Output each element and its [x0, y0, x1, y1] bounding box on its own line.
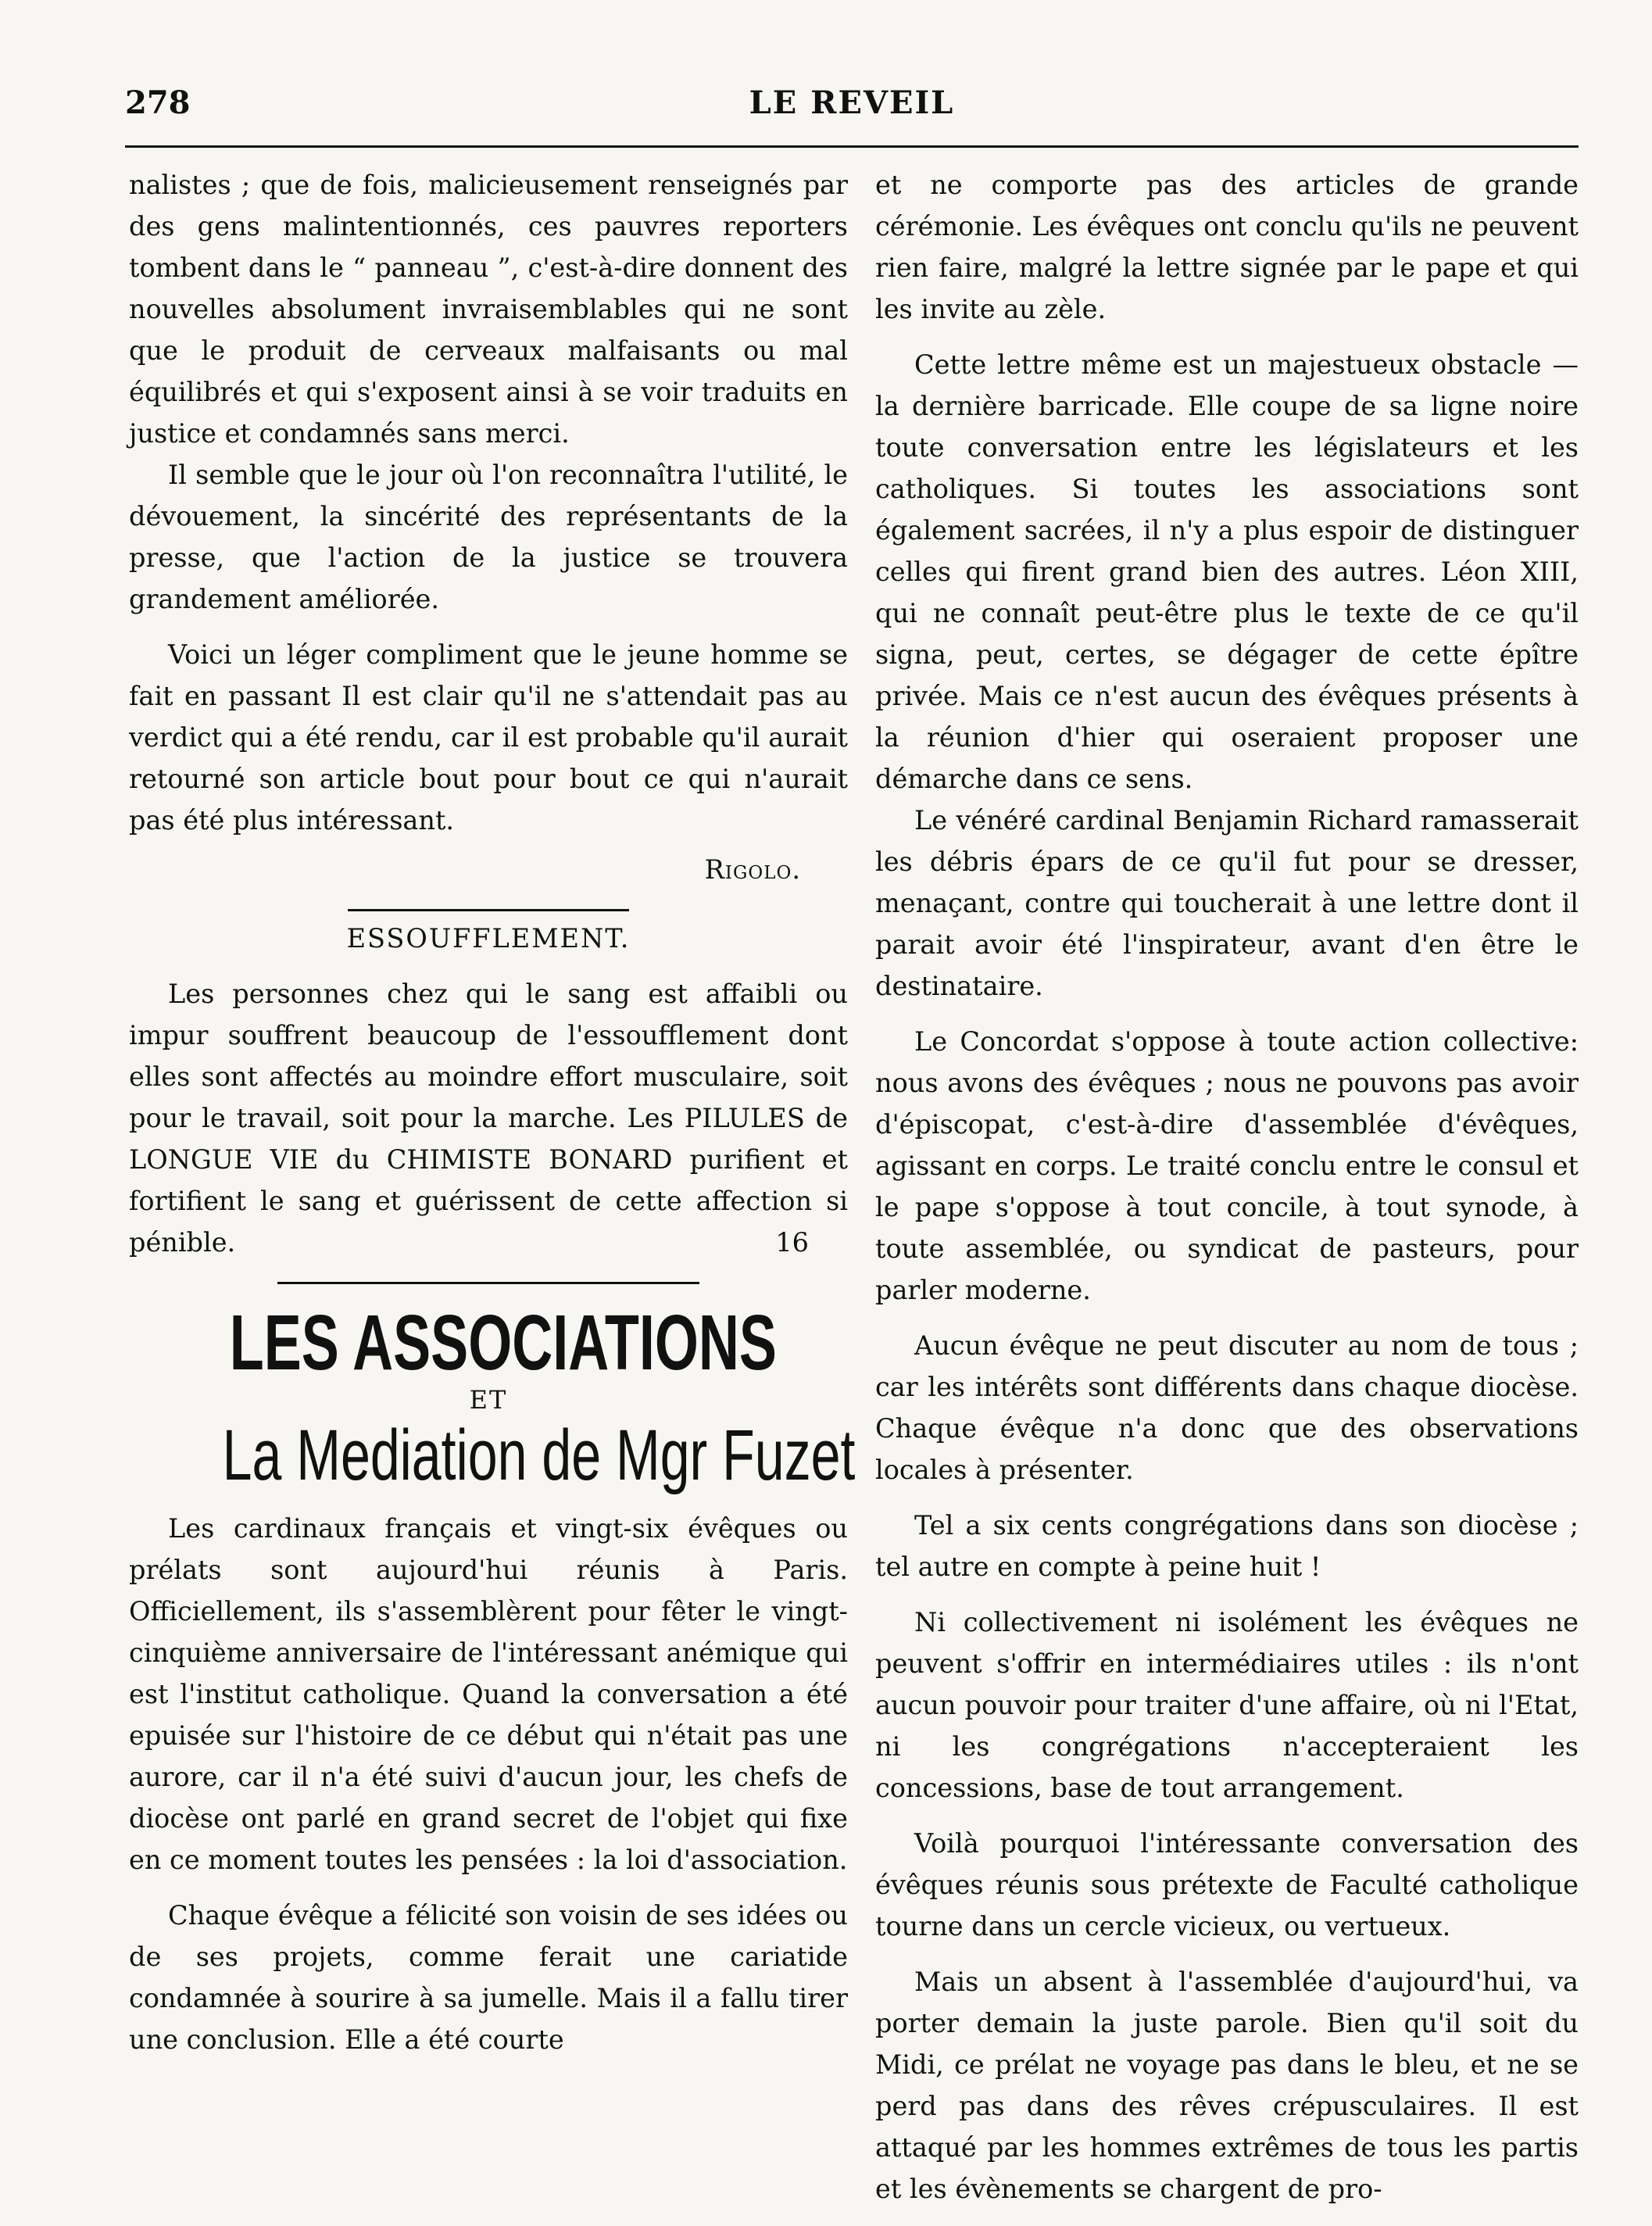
right-paragraph-3: Le vénéré cardinal Benjamin Richard ramasserait les débris épars de ce qu'il fut pour se dresser, menaçant, contre qui toucherait à une lettre dont il parait avoir été l'inspirateur, avant d'en être le destinataire.: [875, 805, 1579, 1001]
publication-title: LE REVEIL: [749, 84, 955, 121]
header-rule: [125, 145, 1579, 148]
right-paragraph-6: Tel a six cents congrégations dans son diocèse ; tel autre en compte à peine huit !: [875, 1510, 1579, 1582]
ad-paragraph: [129, 973, 848, 1263]
signature: Rigolo.: [704, 854, 801, 885]
page-number: 278: [125, 84, 191, 121]
ad-number: 16: [775, 1227, 809, 1258]
right-paragraph-4: Le Concordat s'oppose à toute action collective: nous avons des évêques ; nous ne pouvons pas avoir d'épiscopat, c'est-à-dire d'assemblée d'évêques, agissant en corps. Le traité conclu entre le consul et le pape s'oppose à tout concile, à tout synode, à toute assemblée, ou syndicat de pasteurs, pour parler moderne.: [875, 1026, 1579, 1305]
section-title: ESSOUFFLEMENT.: [346, 923, 631, 954]
article-divider: [277, 1282, 699, 1284]
headline-main: LES ASSOCIATIONS: [229, 1299, 777, 1387]
right-paragraph-1: et ne comporte pas des articles de grande cérémonie. Les évêques ont conclu qu'ils ne peuvent rien faire, malgré la lettre signée par le pape et qui les invite au zèle.: [875, 170, 1579, 324]
section-divider: [348, 909, 629, 911]
right-paragraph-9: Mais un absent à l'assemblée d'aujourd'hui, va porter demain la juste parole. Bien qu'il soit du Midi, ce prélat ne voyage pas dans le bleu, et ne se perd pas dans des rêves crépusculaires. Il est attaqué par les hommes extrêmes de tous les partis et les évènements se chargent de pro-: [875, 1967, 1579, 2204]
headline-conjunction: ET: [469, 1385, 508, 1415]
left-paragraph-1: nalistes ; que de fois, malicieusement renseignés par des gens malintentionnés, ces pauvres reporters tombent dans le “ panneau ”, c'est-à-dire donnent des nouvelles absolument invraisemblables qui ne sont que le produit de cerveaux malfaisants ou mal équilibrés et qui s'exposent ainsi à se voir traduits en justice et condamnés sans merci.: [129, 170, 848, 449]
right-paragraph-5: Aucun évêque ne peut discuter au nom de tous ; car les intérêts sont différents dans chaque diocèse. Chaque évêque n'a donc que des observations locales à présenter.: [875, 1330, 1579, 1485]
article-paragraph-1: Les cardinaux français et vingt-six évêques ou prélats sont aujourd'hui réunis à Paris. Officiellement, ils s'assemblèrent pour fêter le vingt-cinquième anniversaire de l'intéressant anémique qui est l'institut catholique. Quand la conversation a été epuisée sur l'histoire de ce début qui n'était pas une aurore, car il n'a été suivi d'aucun jour, les chefs de diocèse ont parlé en grand secret de l'objet qui fixe en ce moment toutes les pensées : la loi d'association.: [129, 1513, 848, 1875]
right-paragraph-7: Ni collectivement ni isolément les évêques ne peuvent s'offrir en intermédiaires utiles : ils n'ont aucun pouvoir pour traiter d'une affaire, où ni l'Etat, ni les congrégations n'accepteraient les concessions, base de tout arrangement.: [875, 1607, 1579, 1803]
left-paragraph-2: Il semble que le jour où l'on reconnaîtra l'utilité, le dévouement, la sincérité des représentants de la presse, que l'action de la justice se trouvera grandement améliorée.: [129, 460, 848, 614]
right-column: [875, 164, 1579, 2204]
article-paragraph-2: Chaque évêque a félicité son voisin de ses idées ou de ses projets, comme ferait une cariatide condamnée à sourire à sa jumelle. Mais il a fallu tirer une conclusion. Elle a été courte: [129, 1900, 848, 2055]
left-paragraph-3: Voici un léger compliment que le jeune homme se fait en passant Il est clair qu'il ne s'attendait pas au verdict qui a été rendu, car il est probable qu'il aurait retourné son article bout pour bout ce qui n'aurait pas été plus intéressant.: [129, 639, 848, 836]
right-paragraph-2: Cette lettre même est un majestueux obstacle — la dernière barricade. Elle coupe de sa ligne noire toute conversation entre les législateurs et les catholiques. Si toutes les associations sont également sacrées, il n'y a plus espoir de distinguer celles qui firent grand bien des autres. Léon XIII, qui ne connaît peut-être plus le texte de ce qu'il signa, peut, certes, se dégager de cette épître privée. Mais ce n'est aucun des évêques présents à la réunion d'hier qui oseraient proposer une démarche dans ce sens.: [875, 349, 1579, 794]
page-header: [125, 84, 1579, 131]
headline-sub: La Mediation de Mgr Fuzet: [222, 1415, 856, 1495]
ad-text: Les personnes chez qui le sang est affaibli ou impur souffrent beaucoup de l'essoufflement dont elles sont affectés au moindre effort musculaire, soit pour le travail, soit pour la marche. Les PILULES de LONGUE VIE du CHIMISTE BONARD purifient et fortifient le sang et guérissent de cette affection si pénible.: [129, 979, 848, 1258]
right-paragraph-8: Voilà pourquoi l'intéressante conversation des évêques réunis sous prétexte de Faculté catholique tourne dans un cercle vicieux, ou vertueux.: [875, 1828, 1579, 1941]
left-column: [129, 164, 856, 2165]
